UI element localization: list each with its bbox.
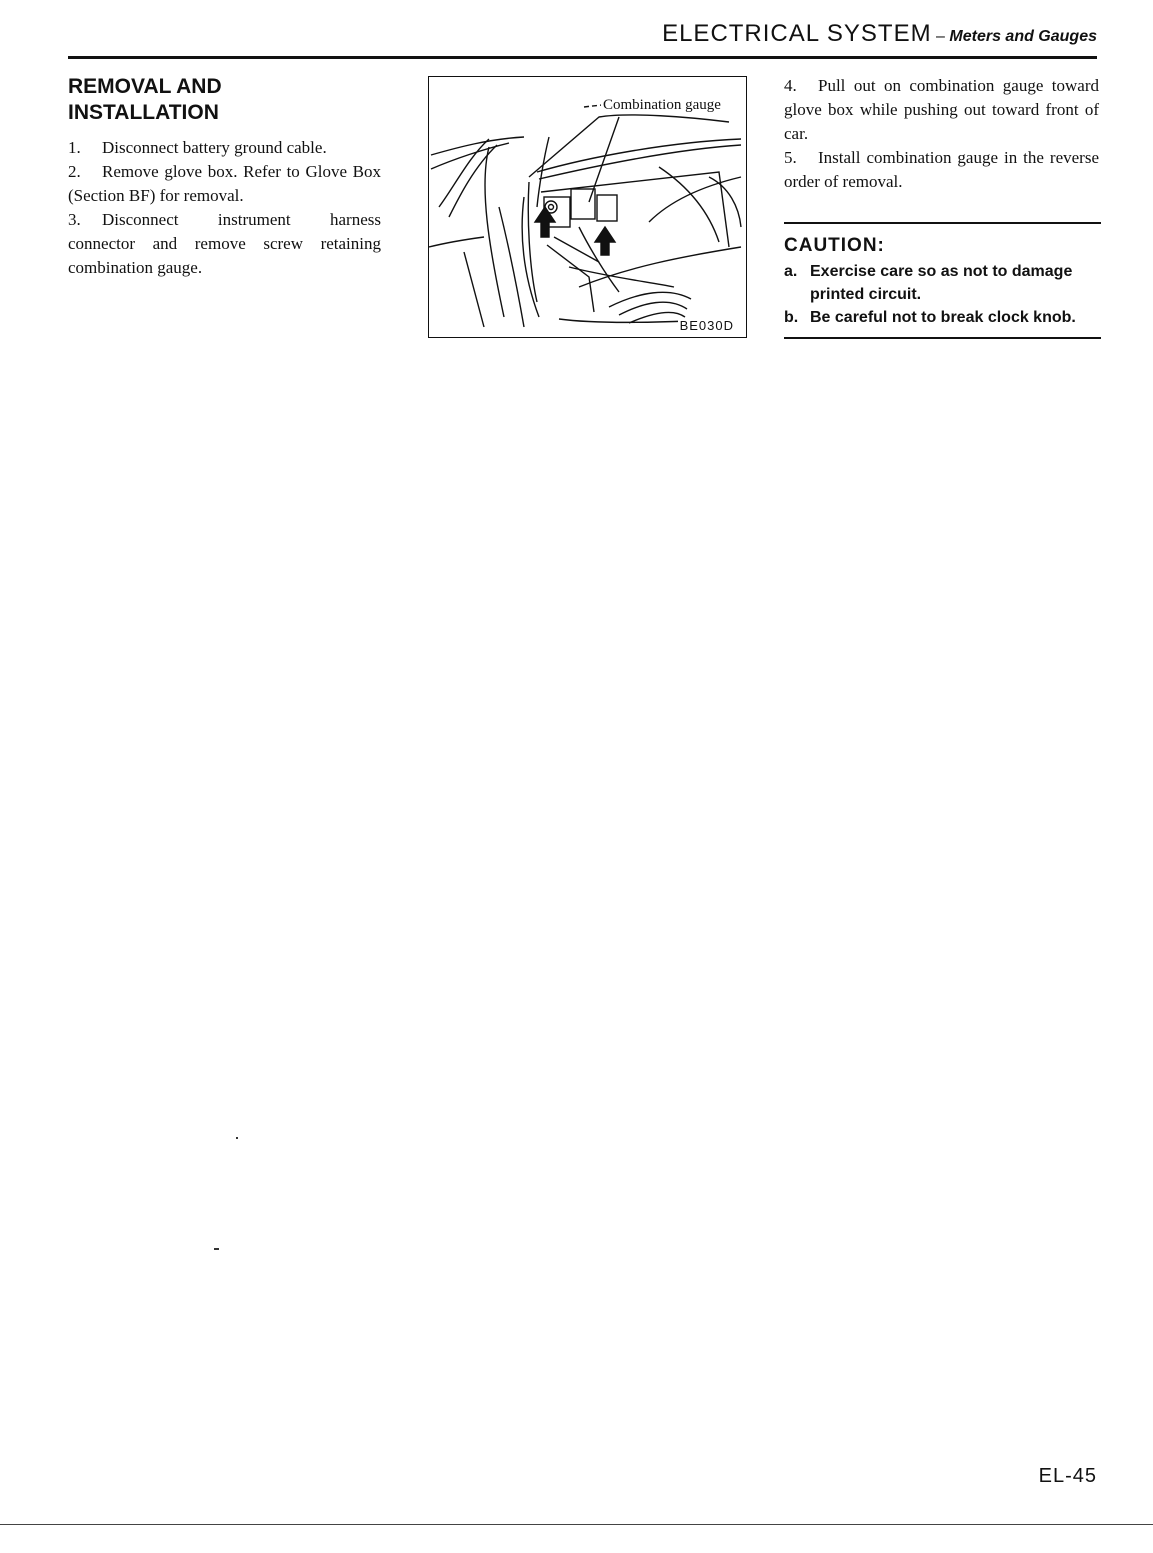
header-rule <box>68 56 1097 59</box>
step-2 <box>68 160 381 208</box>
header-subtitle: Meters and Gauges <box>949 28 1097 45</box>
scan-speck <box>236 1137 238 1139</box>
step-3 <box>68 208 381 280</box>
caution-letter: a. <box>784 263 798 280</box>
step-text: Pull out on combination gauge toward glove box while pushing out toward front of car. <box>784 76 1099 143</box>
step-5 <box>784 146 1099 194</box>
dashboard-drawing <box>429 77 747 338</box>
step-1 <box>68 136 381 160</box>
caution-item-b <box>784 306 1101 329</box>
step-text: Remove glove box. Refer to Glove Box (Section BF) for removal. <box>68 162 381 205</box>
footer-rule <box>0 1524 1153 1525</box>
step-number: 2. <box>68 162 81 181</box>
step-number: 4. <box>784 76 797 95</box>
step-number: 1. <box>68 138 81 157</box>
caution-title: CAUTION: <box>784 235 885 256</box>
step-4 <box>784 74 1099 146</box>
step-number: 5. <box>784 148 797 167</box>
section-title <box>68 74 381 126</box>
step-text: Install combination gauge in the reverse order of removal. <box>784 148 1099 191</box>
caution-text: Be careful not to break clock knob. <box>810 309 1076 326</box>
step-number: 3. <box>68 210 81 229</box>
caution-letter: b. <box>784 309 799 326</box>
header-title: ELECTRICAL SYSTEM <box>662 20 932 47</box>
section-title-line1: REMOVAL AND <box>68 75 222 98</box>
figure-callout-label: Combination gauge <box>603 97 721 113</box>
page-header <box>662 20 1097 48</box>
section-title-line2: INSTALLATION <box>68 101 219 124</box>
header-dash: – <box>931 28 950 45</box>
caution-text: Exercise care so as not to damage printed circuit. <box>810 263 1073 303</box>
scan-speck <box>214 1248 219 1250</box>
right-column <box>784 74 1099 194</box>
caution-box <box>784 222 1101 339</box>
figure-code: BE030D <box>679 318 734 333</box>
left-column <box>68 74 381 280</box>
step-text: Disconnect instrument harness connector and remove screw retaining combination gauge. <box>68 210 381 277</box>
step-text: Disconnect battery ground cable. <box>102 138 327 157</box>
combination-gauge-illustration <box>428 76 747 338</box>
page-number: EL-45 <box>1038 1465 1097 1487</box>
caution-item-a <box>784 260 1101 306</box>
